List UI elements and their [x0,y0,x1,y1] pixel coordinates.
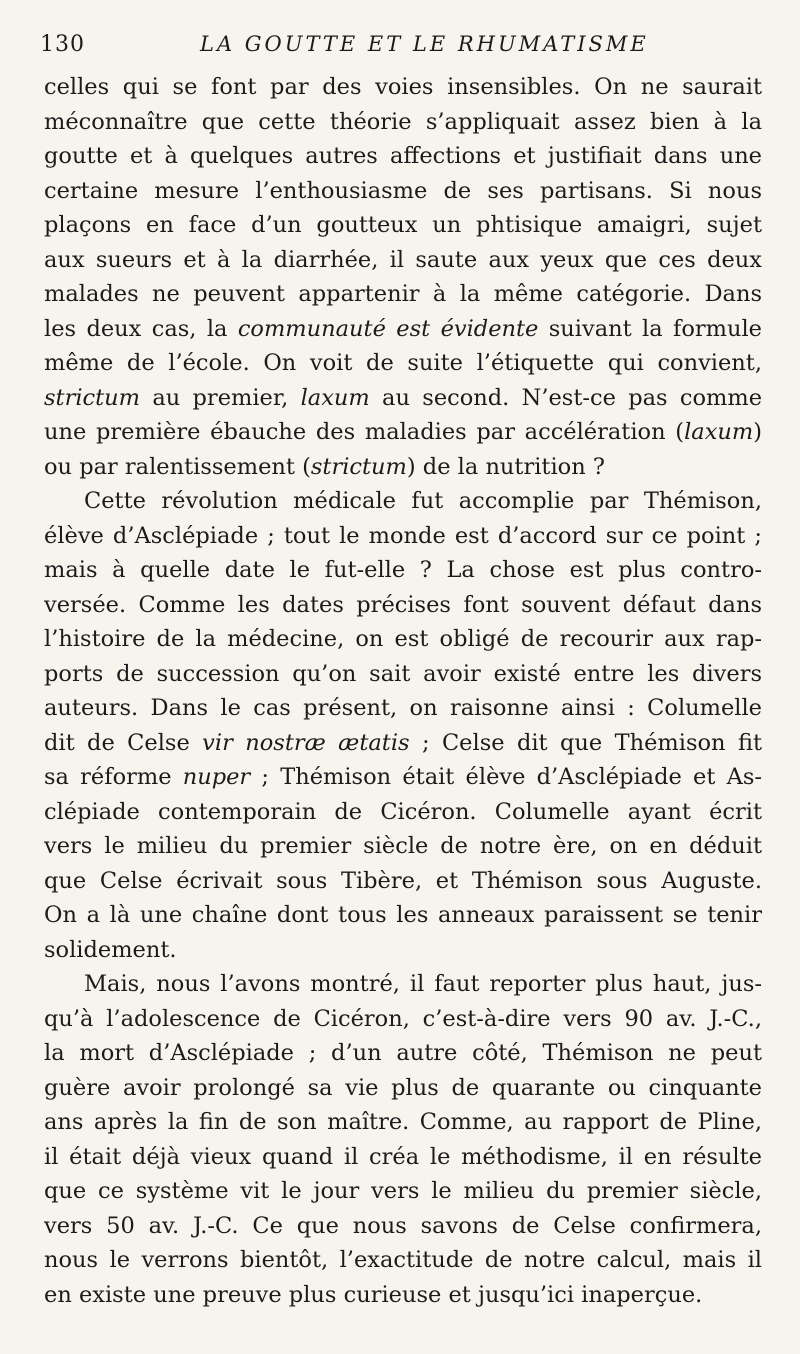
text-segment: élève d’Asclépiade ; tout le monde est d’accord sur ce point ; [44,522,762,549]
text-segment: suivant la formule [538,315,762,342]
text-line [44,898,762,933]
text-segment: ) de la nutrition ? [406,453,605,480]
italic-term: vir nostræ ætatis [202,729,410,756]
text-segment: ; Celse dit que Thémison fit [409,729,763,756]
text-segment: versée. Comme les dates précises font souvent défaut dans [44,591,762,618]
text-segment: solidement. [44,936,177,963]
text-line [44,70,762,105]
text-line [44,657,762,692]
text-segment: ans après la fin de son maître. Comme, au rapport de Pline, [44,1109,762,1135]
text-line [44,381,762,416]
text-segment: plaçons en face d’un goutteux un phtisique amaigri, sujet [44,212,762,238]
text-segment: mais à quelle date le fut-elle ? La chose est plus contro- [44,557,762,583]
text-segment: On a là une chaîne dont tous les anneaux paraissent se tenir [44,902,762,928]
text-segment: guère avoir prolongé sa vie plus de quarante ou cinquante [44,1074,762,1101]
text-line [44,864,762,899]
text-segment: clépiade contemporain de Cicéron. Columelle ayant écrit [44,798,762,825]
text-line [44,933,762,968]
text-segment: que Celse écrivait sous Tibère, et Thémison sous Auguste. [44,867,762,894]
text-line [44,346,762,381]
text-segment: Cette révolution médicale fut accomplie par Thémison, [84,488,762,514]
text-line [44,553,762,588]
text-line [44,967,762,1002]
text-line [44,588,762,623]
text-segment: Mais, nous l’avons montré, il faut reporter plus haut, jus- [84,971,762,997]
text-segment: nous le verrons bientôt, l’exactitude de notre calcul, mais il [44,1247,762,1273]
text-segment: auteurs. Dans le cas présent, on raisonne ainsi : Columelle [44,695,762,721]
text-line [44,208,762,243]
text-line [44,1278,762,1313]
text-segment: les deux cas, la [44,315,238,342]
text-line [44,1209,762,1244]
text-segment: ) [753,419,762,445]
text-line [44,760,762,795]
text-segment: en existe une preuve plus curieuse et jusqu’ici inaperçue. [44,1281,703,1308]
text-segment: aux sueurs et à la diarrhée, il saute aux yeux que ces deux [44,246,762,273]
italic-term: nuper [182,764,251,790]
text-line [44,243,762,278]
text-line [44,726,762,761]
text-segment: qu’à l’adolescence de Cicéron, c’est-à-dire vers 90 av. J.-C., [44,1005,762,1032]
text-segment: il était déjà vieux quand il créa le méthodisme, il en résulte [44,1143,762,1170]
text-line [44,622,762,657]
text-segment: celles qui se font par des voies insensibles. On ne saurait [44,74,762,100]
text-line [44,1140,762,1175]
text-segment: l’histoire de la médecine, on est obligé de recourir aux rap- [44,626,762,652]
text-line [44,484,762,519]
text-line [44,1071,762,1106]
text-segment: malades ne peuvent appartenir à la même catégorie. Dans [44,281,762,307]
text-segment: au premier, [140,384,301,411]
body-text [44,70,762,1312]
text-segment: vers le milieu du premier siècle de notre ère, on en déduit [44,833,762,859]
text-line [44,415,762,450]
text-segment: ; Thémison était élève d’Asclépiade et As- [250,764,762,790]
text-line [44,1036,762,1071]
text-line [44,450,762,485]
text-line [44,1105,762,1140]
text-line [44,1243,762,1278]
italic-term: laxum [300,384,370,411]
text-line [44,174,762,209]
italic-term: strictum [44,384,141,411]
page-number: 130 [40,32,85,57]
text-line [44,105,762,140]
text-segment: ou par ralentissement ( [44,453,311,480]
text-segment: au second. N’est-ce pas comme [369,384,763,411]
text-segment: même de l’école. On voit de suite l’étiquette qui convient, [44,350,762,376]
italic-term: communauté est évidente [237,315,539,342]
running-title: LA GOUTTE ET LE RHUMATISME [200,32,649,56]
page-header [40,30,760,66]
text-segment: méconnaître que cette théorie s’appliquait assez bien à la [44,108,762,135]
text-segment: la mort d’Asclépiade ; d’un autre côté, Thémison ne peut [44,1040,762,1066]
text-segment: certaine mesure l’enthousiasme de ses partisans. Si nous [44,177,762,204]
text-line [44,277,762,312]
text-line [44,691,762,726]
text-line [44,1174,762,1209]
text-line [44,312,762,347]
text-line [44,795,762,830]
text-segment: ports de succession qu’on sait avoir existé entre les divers [44,660,762,687]
text-segment: une première ébauche des maladies par accélération ( [44,419,685,445]
italic-term: laxum [684,419,754,445]
italic-term: strictum [310,453,407,480]
text-segment: que ce système vit le jour vers le milieu du premier siècle, [44,1178,762,1204]
text-segment: goutte et à quelques autres affections et justifiait dans une [44,143,762,169]
text-line [44,139,762,174]
text-line [44,1002,762,1037]
text-segment: sa réforme [44,764,183,790]
text-segment: dit de Celse [44,729,203,756]
text-line [44,519,762,554]
text-line [44,829,762,864]
text-segment: vers 50 av. J.-C. Ce que nous savons de Celse confirmera, [44,1212,762,1239]
